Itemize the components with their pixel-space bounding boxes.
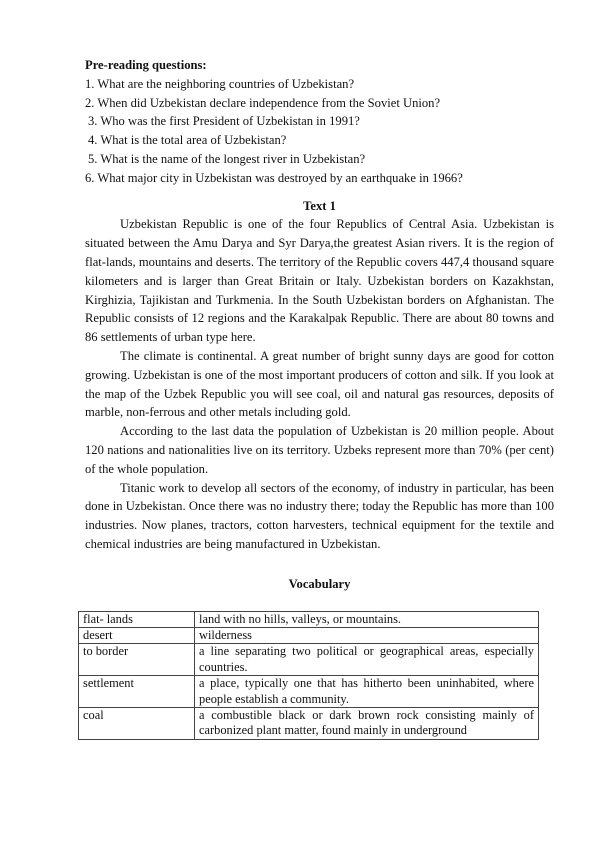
text-paragraph: The climate is continental. A great number of bright sunny days are good for cotton growing. Uzbekistan is one of the most important producers of cotton and silk. If you look at the map of the Uzbek Republic you will see coal, oil and natural gas resources, deposits of marble, non-ferrous and other metals including gold. xyxy=(85,348,554,420)
table-row xyxy=(79,707,539,739)
vocabulary-definition: a line separating two political or geographical areas, especially countries. xyxy=(195,644,539,676)
text-paragraph: According to the last data the population of Uzbekistan is 20 million people. About 120 nations and nationalities live on its territory. Uzbeks represent more than 70% (per cent) of the whole population. xyxy=(85,424,554,476)
table-row xyxy=(79,676,539,708)
text-paragraph: Titanic work to develop all sectors of the economy, of industry in particular, has been done in Uzbekistan. Once there was no industry there; today the Republic has more than 100 industries. Now planes, tractors, cotton harvesters, technical equipment for the textile and chemical industries are being manufactured in Uzbekistan. xyxy=(85,480,554,551)
vocabulary-term: settlement xyxy=(79,676,195,708)
prereading-question: 1. What are the neighboring countries of Uzbekistan? xyxy=(85,76,355,91)
vocabulary-term: to border xyxy=(79,644,195,676)
text-title: Text 1 xyxy=(303,198,336,213)
table-row xyxy=(79,627,539,643)
prereading-question: 6. What major city in Uzbekistan was destroyed by an earthquake in 1966? xyxy=(85,170,463,185)
vocabulary-term: desert xyxy=(79,627,195,643)
table-row xyxy=(79,611,539,627)
text-paragraph: Uzbekistan Republic is one of the four Republics of Central Asia. Uzbekistan is situated between the Amu Darya and Syr Darya,the greatest Asian rivers. It is the region of flat-lands, mountains and deserts. The territory of the Republic covers 447,4 thousand square kilometers and is larger than Great Britain or Italy. Uzbekistan borders on Kazakhstan, Kirghizia, Tajikistan and Turkmenia. In the South Uzbekistan borders on Afghanistan. The Republic consists of 12 regions and the Karakalpak Republic. There are about 80 towns and 86 settlements of urban type here. xyxy=(85,217,554,345)
vocabulary-definition: land with no hills, valleys, or mountains. xyxy=(195,611,539,627)
document-page xyxy=(85,56,554,740)
table-row xyxy=(79,644,539,676)
prereading-question: 3. Who was the first President of Uzbekistan in 1991? xyxy=(88,114,360,129)
vocabulary-term: flat- lands xyxy=(79,611,195,627)
vocabulary-definition: wilderness xyxy=(195,627,539,643)
prereading-question: 2. When did Uzbekistan declare independence from the Soviet Union? xyxy=(85,95,441,110)
vocabulary-title: Vocabulary xyxy=(288,576,351,591)
vocabulary-definition: a place, typically one that has hitherto been uninhabited, where people establish a community. xyxy=(195,676,539,708)
prereading-question-list xyxy=(85,75,554,188)
vocabulary-term: coal xyxy=(79,707,195,739)
prereading-question: 5. What is the name of the longest river in Uzbekistan? xyxy=(88,151,366,166)
prereading-question: 4. What is the total area of Uzbekistan? xyxy=(88,133,287,148)
vocabulary-table xyxy=(78,611,539,740)
prereading-title: Pre-reading questions: xyxy=(85,58,207,72)
vocabulary-definition: a combustible black or dark brown rock consisting mainly of carbonized plant matter, found mainly in underground xyxy=(195,707,539,739)
